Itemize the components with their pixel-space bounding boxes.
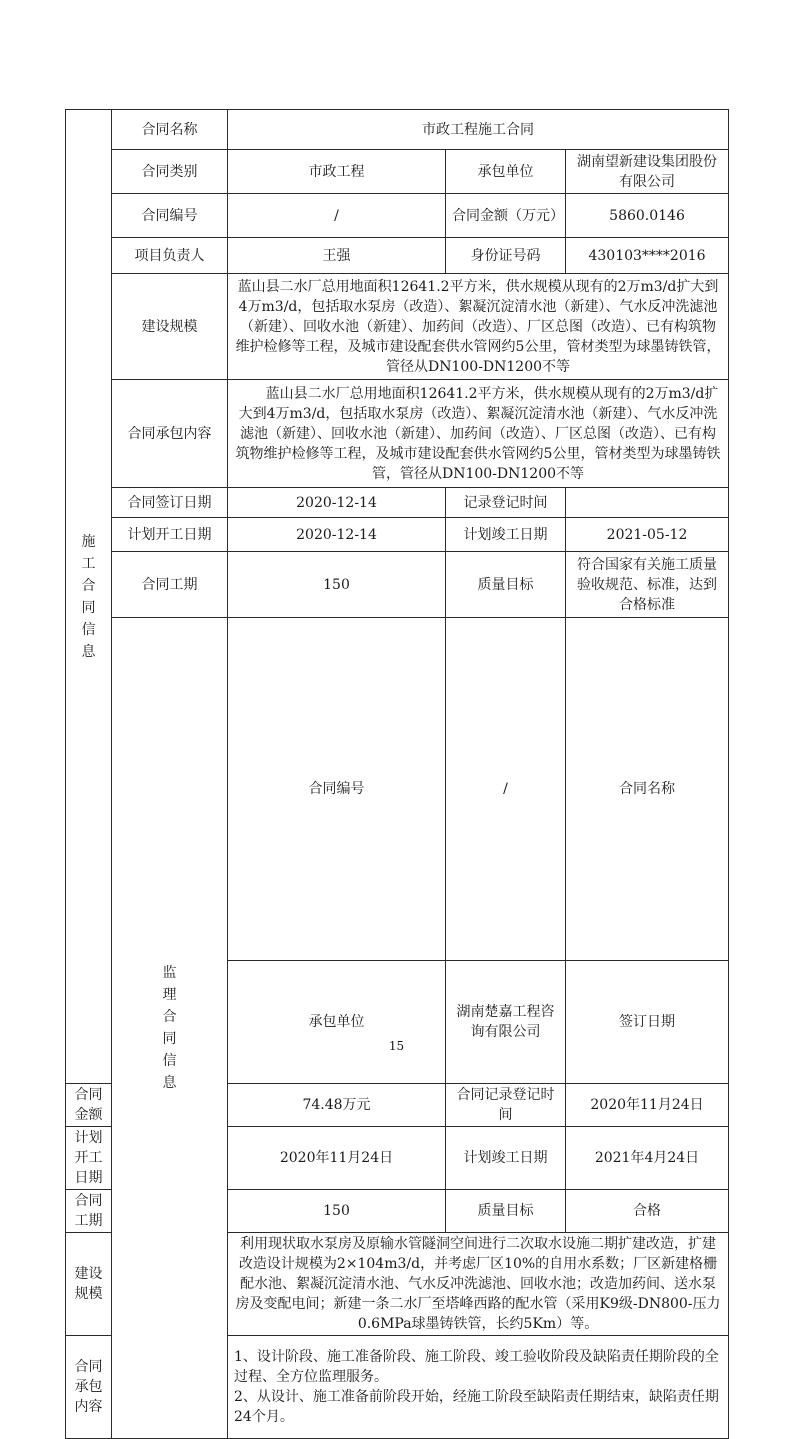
supervision-content-item-2: 2、从设计、施工准备前阶段开始，经施工阶段至缺陷责任期结束，缺陷责任期24个月。 — [234, 1389, 719, 1425]
field-label: 建设规模 — [66, 1233, 112, 1336]
field-label: 项目负责人 — [112, 238, 228, 274]
supervision-scale-text: 利用现状取水泵房及原输水管隧洞空间进行二次取水设施二期扩建改造，扩建改造设计规模为2×104m3/d，并考虑厂区10%的自用水系数；厂区新建格栅配水池、絮凝沉淀清水池、气水反冲洗滤池、回收水池；改造加药间、送水泵房及变配电间；新建一条二水厂至塔峰西路的配水管（采用K9级-DN800-压力0.6MPa球墨铸铁管，长约5Km）等。 — [228, 1233, 729, 1336]
field-label: 合同承包内容 — [66, 1336, 112, 1439]
table-row — [66, 380, 729, 488]
field-value: 合格 — [566, 1190, 729, 1233]
contract-info-table — [65, 109, 729, 1439]
field-label: 签订日期 — [566, 961, 729, 1084]
field-label: 身份证号码 — [446, 238, 566, 274]
field-label: 合同金额（万元） — [446, 194, 566, 238]
field-value: 430103****2016 — [566, 238, 729, 274]
field-value: 2020年11月24日 — [566, 1084, 729, 1127]
field-value: 150 — [228, 1190, 446, 1233]
table-row — [66, 194, 729, 238]
field-label: 计划开工日期 — [66, 1127, 112, 1190]
supervision-section-title: 监理合同信息 — [112, 618, 228, 1439]
construction-scale-text: 蓝山县二水厂总用地面积12641.2平方米，供水规模从现有的2万m3/d扩大到4万m3/d，包括取水泵房（改造）、絮凝沉淀清水池（新建）、气水反冲洗滤池（新建）、回收水池（新建）、加药间（改造）、厂区总图（改造）、已有构筑物维护检修等工程，及城市建设配套供水管网约5公里，管材类型为球墨铸铁管，管径从DN100-DN1200不等 — [228, 274, 729, 380]
field-value — [566, 488, 729, 518]
construction-section-title: 施工合同信息 — [66, 110, 112, 1084]
supervision-content-cell — [228, 1336, 729, 1439]
supervision-content-item-1: 1、设计阶段、施工准备阶段、施工阶段、竣工验收阶段及缺陷责任期阶段的全过程、全方位监理服务。 — [234, 1349, 719, 1385]
field-label: 合同名称 — [566, 618, 729, 961]
field-value: / — [446, 618, 566, 961]
table-row — [66, 274, 729, 380]
field-label: 质量目标 — [446, 552, 566, 618]
field-label: 合同类别 — [112, 150, 228, 194]
field-value: 2020-12-14 — [228, 518, 446, 552]
table-row — [66, 150, 729, 194]
field-value: 湖南望新建设集团股份有限公司 — [566, 150, 729, 194]
field-label: 承包单位 — [446, 150, 566, 194]
field-label: 合同记录登记时间 — [446, 1084, 566, 1127]
field-value: 王强 — [228, 238, 446, 274]
field-value: 5860.0146 — [566, 194, 729, 238]
field-value: 2021-05-12 — [566, 518, 729, 552]
construction-content-cell — [228, 380, 729, 488]
field-value: 湖南楚嘉工程咨询有限公司 — [446, 961, 566, 1084]
field-value: 市政工程施工合同 — [228, 110, 729, 150]
field-label: 合同名称 — [112, 110, 228, 150]
page-number: 15 — [388, 1039, 405, 1053]
field-value: 2020年11月24日 — [228, 1127, 446, 1190]
field-label: 计划竣工日期 — [446, 518, 566, 552]
table-row — [66, 488, 729, 518]
field-label: 计划开工日期 — [112, 518, 228, 552]
construction-content-text: 蓝山县二水厂总用地面积12641.2平方米，供水规模从现有的2万m3/d扩大到4万m3/d，包括取水泵房（改造）、絮凝沉淀清水池（新建）、气水反冲洗滤池（新建）、回收水池（新建）、加药间（改造）、厂区总图（改造）、已有构筑物维护检修等工程，及城市建设配套供水管网约5公里，管材类型为球墨铸铁管，管径从DN100-DN1200不等 — [235, 385, 721, 482]
field-label: 计划竣工日期 — [446, 1127, 566, 1190]
field-label: 合同工期 — [112, 552, 228, 618]
field-label: 合同签订日期 — [112, 488, 228, 518]
table-row — [66, 618, 729, 961]
field-value: 市政工程 — [228, 150, 446, 194]
table-row — [66, 110, 729, 150]
field-label: 合同编号 — [228, 618, 446, 961]
field-value: 74.48万元 — [228, 1084, 446, 1127]
field-value: 符合国家有关施工质量验收规范、标准，达到合格标准 — [566, 552, 729, 618]
field-value: 2020-12-14 — [228, 488, 446, 518]
field-label: 合同工期 — [66, 1190, 112, 1233]
field-label: 合同金额 — [66, 1084, 112, 1127]
table-row — [66, 518, 729, 552]
field-value: 2021年4月24日 — [566, 1127, 729, 1190]
table-row — [66, 238, 729, 274]
field-label: 合同承包内容 — [112, 380, 228, 488]
field-label: 承包单位 — [228, 961, 446, 1084]
field-label: 合同编号 — [112, 194, 228, 238]
field-label: 质量目标 — [446, 1190, 566, 1233]
field-value: / — [228, 194, 446, 238]
field-label: 建设规模 — [112, 274, 228, 380]
field-label: 记录登记时间 — [446, 488, 566, 518]
table-row — [66, 552, 729, 618]
field-value: 150 — [228, 552, 446, 618]
